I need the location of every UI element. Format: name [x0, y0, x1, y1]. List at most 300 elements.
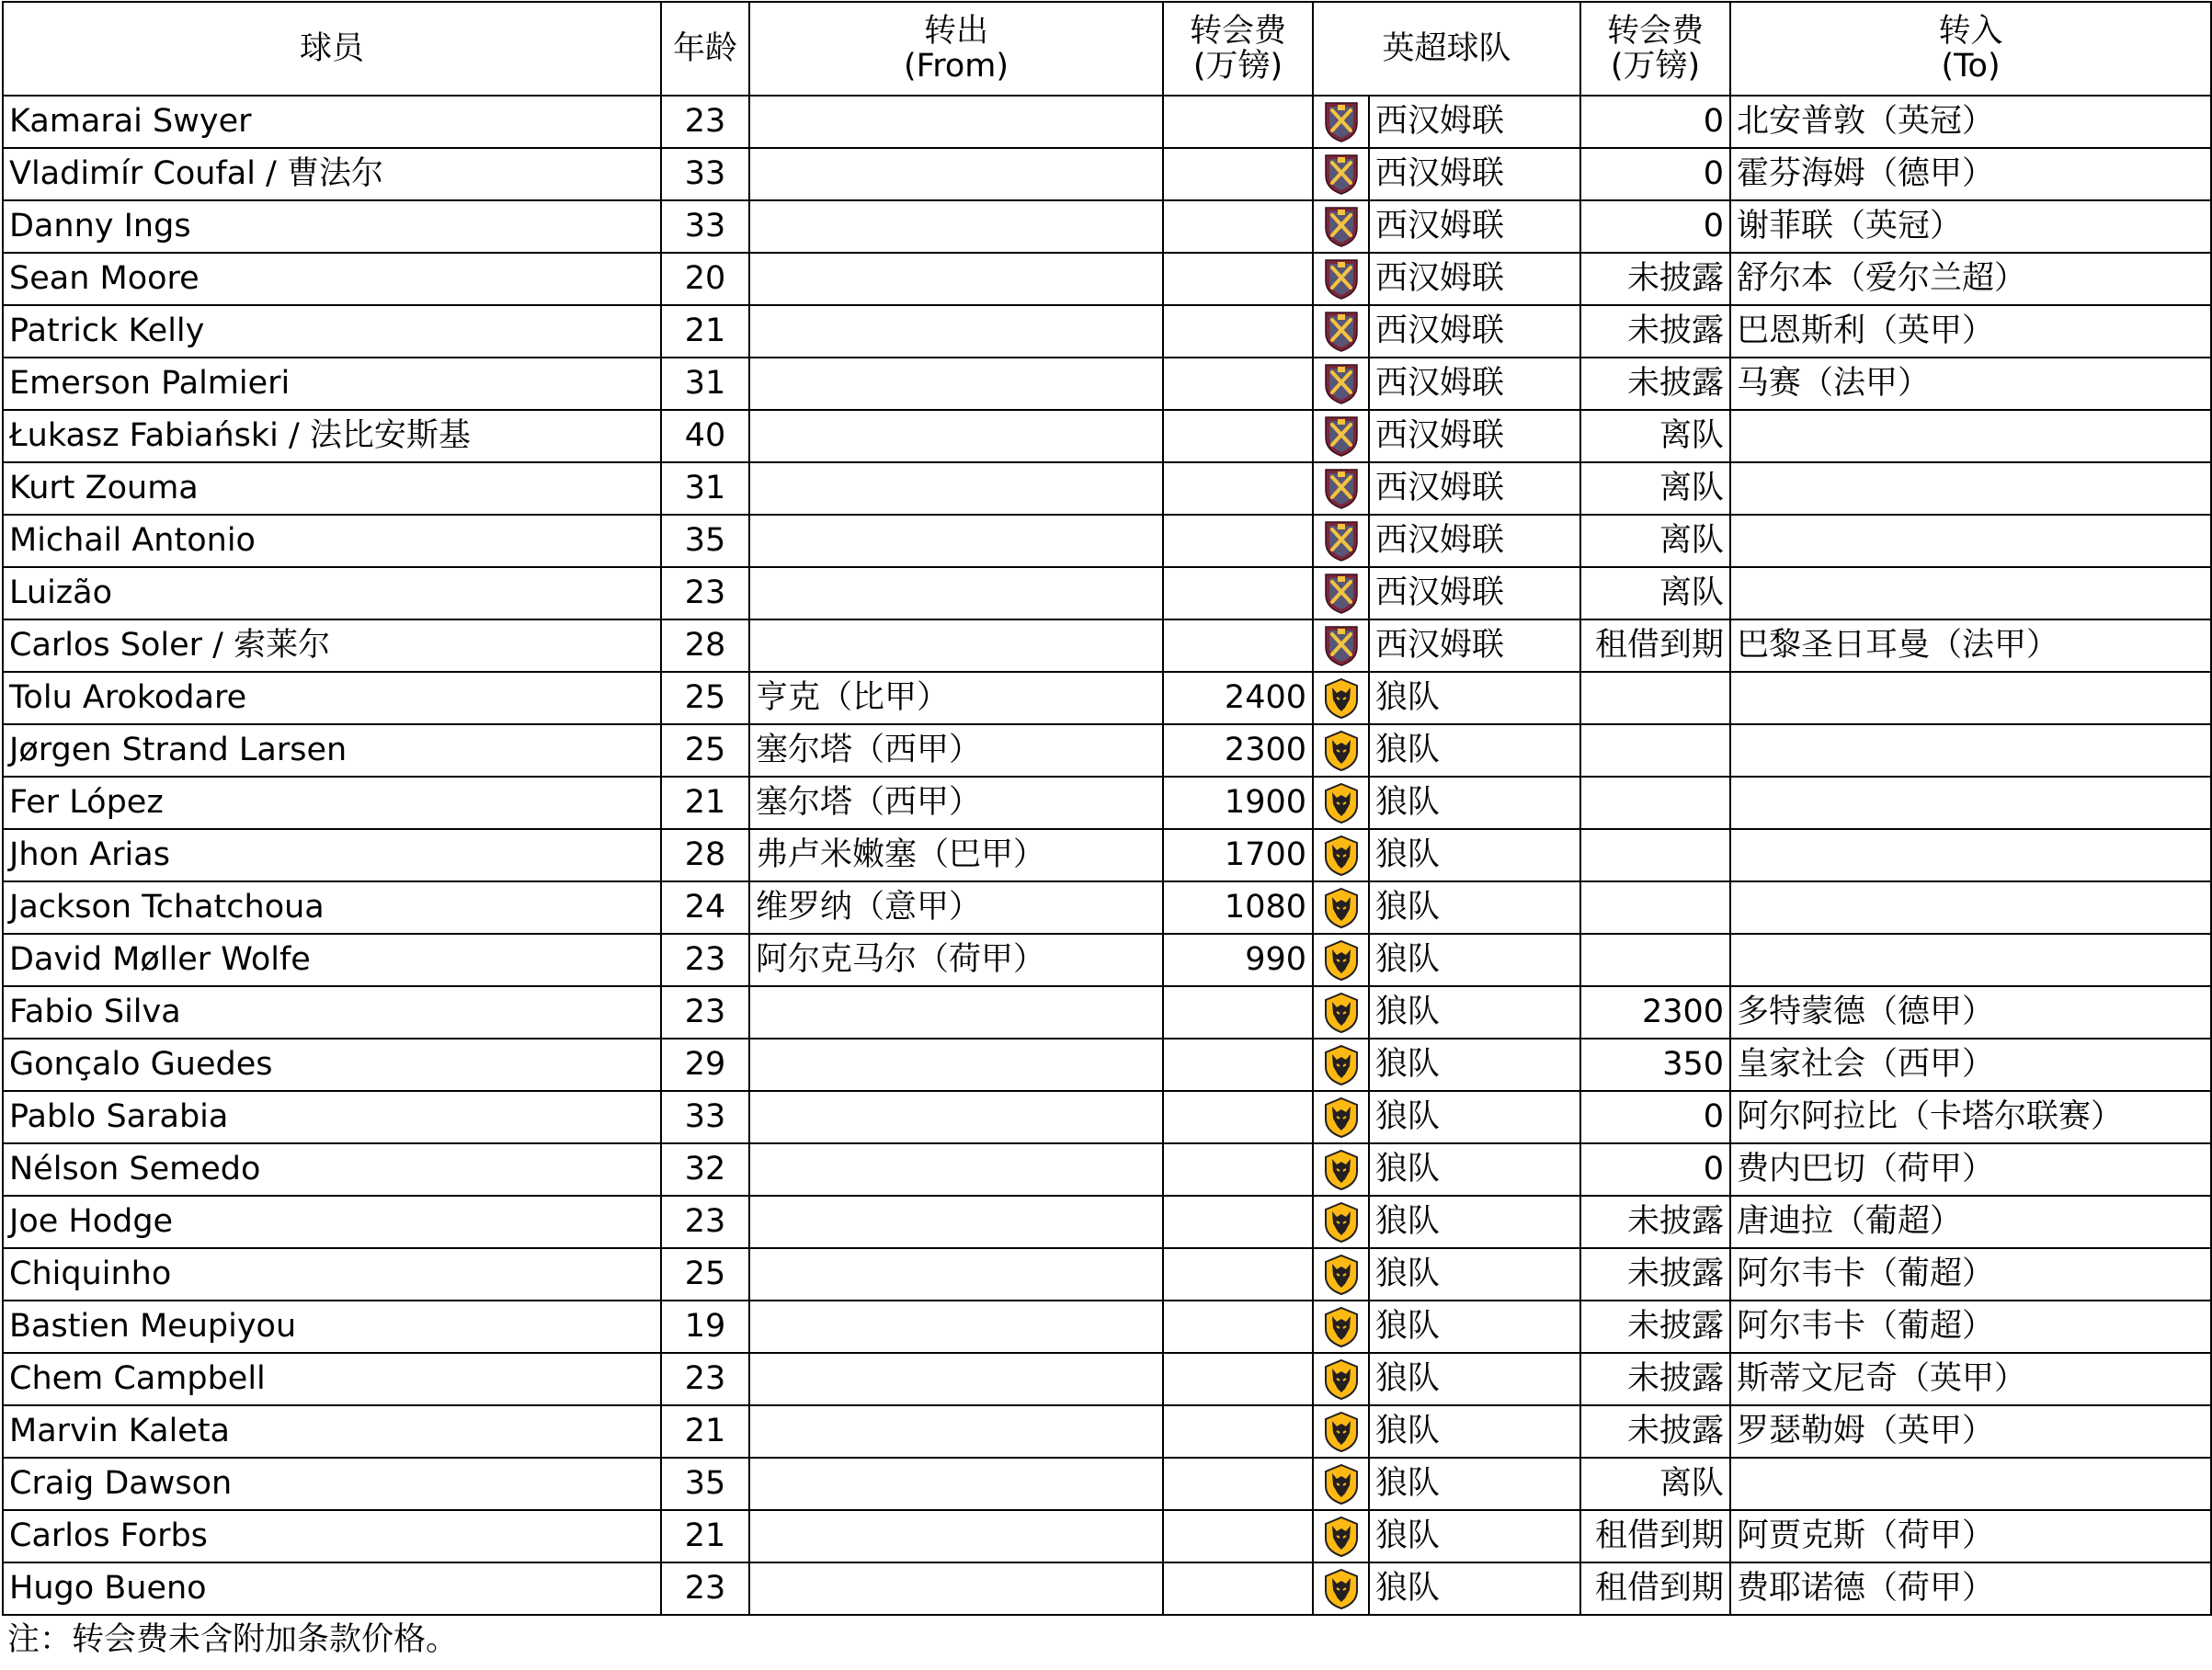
player-cell[interactable]: Tolu Arokodare — [3, 672, 661, 724]
westham-crest-icon — [1323, 153, 1360, 196]
club-badge-cell[interactable] — [1313, 1196, 1369, 1248]
club-cell[interactable]: 狼队 — [1369, 777, 1580, 829]
age-cell[interactable]: 21 — [661, 1405, 749, 1458]
westham-crest-icon — [1323, 206, 1360, 248]
fee-out-cell[interactable]: 离队 — [1580, 515, 1730, 567]
player-cell[interactable]: Vladimír Coufal / 曹法尔 — [3, 148, 661, 200]
club-badge-cell[interactable] — [1313, 1405, 1369, 1458]
age-cell[interactable]: 28 — [661, 619, 749, 672]
fee-in-cell[interactable] — [1163, 1510, 1313, 1562]
age-cell[interactable]: 20 — [661, 253, 749, 305]
to-club-cell[interactable]: 阿尔韦卡（葡超） — [1730, 1248, 2211, 1301]
fee-in-cell[interactable] — [1163, 96, 1313, 148]
club-cell[interactable]: 狼队 — [1369, 724, 1580, 777]
to-club-cell[interactable] — [1730, 881, 2211, 934]
fee-out-cell[interactable]: 离队 — [1580, 462, 1730, 515]
to-club-cell[interactable] — [1730, 462, 2211, 515]
table-row[interactable] — [3, 1301, 2211, 1353]
wolves-crest-icon — [1323, 992, 1360, 1034]
club-cell[interactable]: 西汉姆联 — [1369, 410, 1580, 462]
club-cell[interactable]: 西汉姆联 — [1369, 567, 1580, 619]
club-badge-cell[interactable] — [1313, 567, 1369, 619]
fee-out-cell[interactable]: 未披露 — [1580, 1405, 1730, 1458]
from-club-cell[interactable] — [749, 1039, 1163, 1091]
from-club-cell[interactable] — [749, 253, 1163, 305]
fee-out-cell[interactable]: 0 — [1580, 200, 1730, 253]
header-fee-out[interactable]: 转会费 (万镑) — [1580, 2, 1730, 96]
to-club-cell[interactable]: 费耶诺德（荷甲） — [1730, 1562, 2211, 1615]
player-cell[interactable]: Hugo Bueno — [3, 1562, 661, 1615]
club-cell[interactable]: 狼队 — [1369, 881, 1580, 934]
player-cell[interactable]: Chem Campbell — [3, 1353, 661, 1405]
player-cell[interactable]: Carlos Soler / 索莱尔 — [3, 619, 661, 672]
to-club-cell[interactable]: 费内巴切（荷甲） — [1730, 1143, 2211, 1196]
age-cell[interactable]: 21 — [661, 1510, 749, 1562]
from-club-cell[interactable] — [749, 1458, 1163, 1510]
to-club-cell[interactable] — [1730, 777, 2211, 829]
header-from[interactable]: 转出 (From) — [749, 2, 1163, 96]
club-badge-cell[interactable] — [1313, 829, 1369, 881]
fee-in-cell[interactable] — [1163, 1196, 1313, 1248]
player-cell[interactable]: Łukasz Fabiański / 法比安斯基 — [3, 410, 661, 462]
club-badge-cell[interactable] — [1313, 881, 1369, 934]
table-row[interactable] — [3, 1458, 2211, 1510]
to-club-cell[interactable] — [1730, 515, 2211, 567]
fee-out-cell[interactable]: 0 — [1580, 1091, 1730, 1143]
from-club-cell[interactable] — [749, 358, 1163, 410]
fee-in-cell[interactable] — [1163, 1353, 1313, 1405]
westham-crest-icon — [1323, 468, 1360, 510]
fee-out-cell[interactable]: 租借到期 — [1580, 1562, 1730, 1615]
fee-in-cell[interactable] — [1163, 1301, 1313, 1353]
fee-in-cell[interactable]: 1900 — [1163, 777, 1313, 829]
fee-out-cell[interactable]: 0 — [1580, 1143, 1730, 1196]
wolves-crest-icon — [1323, 1254, 1360, 1296]
club-badge-cell[interactable] — [1313, 1353, 1369, 1405]
club-badge-cell[interactable] — [1313, 358, 1369, 410]
header-fee-in[interactable]: 转会费 (万镑) — [1163, 2, 1313, 96]
wolves-crest-icon — [1323, 1411, 1360, 1453]
fee-out-cell[interactable]: 离队 — [1580, 567, 1730, 619]
player-cell[interactable]: Danny Ings — [3, 200, 661, 253]
fee-out-cell[interactable] — [1580, 777, 1730, 829]
club-badge-cell[interactable] — [1313, 1458, 1369, 1510]
fee-in-cell[interactable] — [1163, 305, 1313, 358]
table-row[interactable] — [3, 515, 2211, 567]
from-club-cell[interactable] — [749, 462, 1163, 515]
player-cell[interactable]: Chiquinho — [3, 1248, 661, 1301]
fee-out-cell[interactable]: 0 — [1580, 148, 1730, 200]
table-row[interactable] — [3, 567, 2211, 619]
player-cell[interactable]: Nélson Semedo — [3, 1143, 661, 1196]
table-row[interactable] — [3, 410, 2211, 462]
fee-in-cell[interactable] — [1163, 462, 1313, 515]
club-badge-cell[interactable] — [1313, 1039, 1369, 1091]
from-club-cell[interactable] — [749, 986, 1163, 1039]
from-club-cell[interactable]: 弗卢米嫩塞（巴甲） — [749, 829, 1163, 881]
player-cell[interactable]: Jørgen Strand Larsen — [3, 724, 661, 777]
from-club-cell[interactable]: 阿尔克马尔（荷甲） — [749, 934, 1163, 986]
to-club-cell[interactable] — [1730, 410, 2211, 462]
club-badge-cell[interactable] — [1313, 934, 1369, 986]
from-club-cell[interactable] — [749, 1405, 1163, 1458]
club-cell[interactable]: 狼队 — [1369, 1562, 1580, 1615]
club-cell[interactable]: 西汉姆联 — [1369, 253, 1580, 305]
club-cell[interactable]: 西汉姆联 — [1369, 96, 1580, 148]
player-cell[interactable]: Craig Dawson — [3, 1458, 661, 1510]
table-row[interactable] — [3, 777, 2211, 829]
table-row[interactable] — [3, 462, 2211, 515]
club-badge-cell[interactable] — [1313, 619, 1369, 672]
from-club-cell[interactable] — [749, 1510, 1163, 1562]
age-cell[interactable]: 33 — [661, 148, 749, 200]
age-cell[interactable]: 31 — [661, 462, 749, 515]
fee-out-cell[interactable] — [1580, 934, 1730, 986]
table-row[interactable] — [3, 1039, 2211, 1091]
club-badge-cell[interactable] — [1313, 1248, 1369, 1301]
club-badge-cell[interactable] — [1313, 515, 1369, 567]
to-club-cell[interactable]: 唐迪拉（葡超） — [1730, 1196, 2211, 1248]
club-cell[interactable]: 狼队 — [1369, 986, 1580, 1039]
table-row[interactable] — [3, 305, 2211, 358]
from-club-cell[interactable] — [749, 96, 1163, 148]
player-cell[interactable]: Gonçalo Guedes — [3, 1039, 661, 1091]
fee-in-cell[interactable]: 1080 — [1163, 881, 1313, 934]
club-cell[interactable]: 狼队 — [1369, 1405, 1580, 1458]
table-row[interactable] — [3, 1091, 2211, 1143]
from-club-cell[interactable] — [749, 200, 1163, 253]
wolves-crest-icon — [1323, 677, 1360, 720]
table-row[interactable] — [3, 619, 2211, 672]
table-row[interactable] — [3, 1196, 2211, 1248]
club-cell[interactable]: 狼队 — [1369, 1301, 1580, 1353]
fee-in-cell[interactable] — [1163, 515, 1313, 567]
club-cell[interactable]: 狼队 — [1369, 672, 1580, 724]
from-club-cell[interactable] — [749, 1301, 1163, 1353]
club-badge-cell[interactable] — [1313, 253, 1369, 305]
wolves-crest-icon — [1323, 1306, 1360, 1348]
club-badge-cell[interactable] — [1313, 1301, 1369, 1353]
westham-crest-icon — [1323, 101, 1360, 143]
header-player[interactable]: 球员 — [3, 2, 661, 96]
fee-in-cell[interactable] — [1163, 1562, 1313, 1615]
fee-in-cell[interactable] — [1163, 410, 1313, 462]
club-badge-cell[interactable] — [1313, 672, 1369, 724]
from-club-cell[interactable] — [749, 1196, 1163, 1248]
from-club-cell[interactable] — [749, 1143, 1163, 1196]
player-cell[interactable]: Sean Moore — [3, 253, 661, 305]
club-cell[interactable]: 狼队 — [1369, 1039, 1580, 1091]
player-cell[interactable]: Joe Hodge — [3, 1196, 661, 1248]
player-cell[interactable]: Fer López — [3, 777, 661, 829]
table-row[interactable] — [3, 1562, 2211, 1615]
age-cell[interactable]: 35 — [661, 515, 749, 567]
from-club-cell[interactable] — [749, 1353, 1163, 1405]
club-cell[interactable]: 西汉姆联 — [1369, 148, 1580, 200]
header-to[interactable]: 转入 (To) — [1730, 2, 2211, 96]
age-cell[interactable]: 21 — [661, 777, 749, 829]
age-cell[interactable]: 28 — [661, 829, 749, 881]
table-row[interactable] — [3, 829, 2211, 881]
to-club-cell[interactable] — [1730, 934, 2211, 986]
player-cell[interactable]: David Møller Wolfe — [3, 934, 661, 986]
table-row[interactable] — [3, 1510, 2211, 1562]
player-cell[interactable]: Patrick Kelly — [3, 305, 661, 358]
club-cell[interactable]: 狼队 — [1369, 1458, 1580, 1510]
fee-in-cell[interactable] — [1163, 148, 1313, 200]
from-club-cell[interactable] — [749, 148, 1163, 200]
player-cell[interactable]: Fabio Silva — [3, 986, 661, 1039]
to-club-cell[interactable] — [1730, 1458, 2211, 1510]
club-badge-cell[interactable] — [1313, 462, 1369, 515]
fee-in-cell[interactable]: 2400 — [1163, 672, 1313, 724]
table-row[interactable] — [3, 358, 2211, 410]
to-club-cell[interactable]: 巴恩斯利（英甲） — [1730, 305, 2211, 358]
to-club-cell[interactable]: 巴黎圣日耳曼（法甲） — [1730, 619, 2211, 672]
wolves-crest-icon — [1323, 1358, 1360, 1401]
club-badge-cell[interactable] — [1313, 986, 1369, 1039]
fee-in-cell[interactable] — [1163, 1248, 1313, 1301]
age-cell[interactable]: 21 — [661, 305, 749, 358]
club-cell[interactable]: 狼队 — [1369, 1091, 1580, 1143]
fee-in-cell[interactable] — [1163, 1091, 1313, 1143]
fee-out-cell[interactable]: 未披露 — [1580, 1196, 1730, 1248]
from-club-cell[interactable] — [749, 305, 1163, 358]
club-badge-cell[interactable] — [1313, 96, 1369, 148]
to-club-cell[interactable]: 阿尔韦卡（葡超） — [1730, 1301, 2211, 1353]
header-age[interactable]: 年龄 — [661, 2, 749, 96]
fee-out-cell[interactable]: 租借到期 — [1580, 619, 1730, 672]
fee-in-cell[interactable]: 2300 — [1163, 724, 1313, 777]
from-club-cell[interactable] — [749, 1091, 1163, 1143]
wolves-crest-icon — [1323, 1149, 1360, 1191]
age-cell[interactable]: 40 — [661, 410, 749, 462]
westham-crest-icon — [1323, 311, 1360, 353]
player-cell[interactable]: Carlos Forbs — [3, 1510, 661, 1562]
from-club-cell[interactable] — [749, 619, 1163, 672]
club-cell[interactable]: 西汉姆联 — [1369, 358, 1580, 410]
from-club-cell[interactable]: 塞尔塔（西甲） — [749, 724, 1163, 777]
fee-in-cell[interactable] — [1163, 253, 1313, 305]
player-cell[interactable]: Pablo Sarabia — [3, 1091, 661, 1143]
fee-out-cell[interactable]: 未披露 — [1580, 1248, 1730, 1301]
club-cell[interactable]: 西汉姆联 — [1369, 515, 1580, 567]
fee-in-cell[interactable] — [1163, 200, 1313, 253]
wolves-crest-icon — [1323, 782, 1360, 824]
wolves-crest-icon — [1323, 730, 1360, 772]
fee-in-cell[interactable] — [1163, 1405, 1313, 1458]
age-cell[interactable]: 33 — [661, 200, 749, 253]
club-badge-cell[interactable] — [1313, 305, 1369, 358]
to-club-cell[interactable] — [1730, 724, 2211, 777]
transfer-table — [2, 1, 2212, 1616]
to-club-cell[interactable]: 罗瑟勒姆（英甲） — [1730, 1405, 2211, 1458]
from-club-cell[interactable]: 塞尔塔（西甲） — [749, 777, 1163, 829]
to-club-cell[interactable]: 斯蒂文尼奇（英甲） — [1730, 1353, 2211, 1405]
fee-out-cell[interactable]: 2300 — [1580, 986, 1730, 1039]
wolves-crest-icon — [1323, 1201, 1360, 1244]
fee-in-cell[interactable] — [1163, 567, 1313, 619]
fee-out-cell[interactable] — [1580, 881, 1730, 934]
from-club-cell[interactable] — [749, 515, 1163, 567]
from-club-cell[interactable]: 维罗纳（意甲） — [749, 881, 1163, 934]
age-cell[interactable]: 23 — [661, 567, 749, 619]
player-cell[interactable]: Emerson Palmieri — [3, 358, 661, 410]
fee-out-cell[interactable] — [1580, 672, 1730, 724]
club-badge-cell[interactable] — [1313, 200, 1369, 253]
age-cell[interactable]: 31 — [661, 358, 749, 410]
club-badge-cell[interactable] — [1313, 1510, 1369, 1562]
age-cell[interactable]: 25 — [661, 672, 749, 724]
age-cell[interactable]: 25 — [661, 1248, 749, 1301]
fee-out-cell[interactable]: 350 — [1580, 1039, 1730, 1091]
club-badge-cell[interactable] — [1313, 1143, 1369, 1196]
player-cell[interactable]: Jackson Tchatchoua — [3, 881, 661, 934]
header-row — [3, 2, 2211, 96]
to-club-cell[interactable]: 马赛（法甲） — [1730, 358, 2211, 410]
to-club-cell[interactable]: 多特蒙德（德甲） — [1730, 986, 2211, 1039]
to-club-cell[interactable]: 舒尔本（爱尔兰超） — [1730, 253, 2211, 305]
club-badge-cell[interactable] — [1313, 724, 1369, 777]
club-cell[interactable]: 狼队 — [1369, 829, 1580, 881]
to-club-cell[interactable] — [1730, 567, 2211, 619]
from-club-cell[interactable] — [749, 567, 1163, 619]
to-club-cell[interactable] — [1730, 829, 2211, 881]
fee-out-cell[interactable]: 未披露 — [1580, 358, 1730, 410]
from-club-cell[interactable] — [749, 1562, 1163, 1615]
footnote: 注：转会费未含附加条款价格。 — [7, 1621, 459, 1658]
fee-in-cell[interactable] — [1163, 986, 1313, 1039]
table-row[interactable] — [3, 881, 2211, 934]
wolves-crest-icon — [1323, 1516, 1360, 1558]
fee-out-cell[interactable]: 0 — [1580, 96, 1730, 148]
fee-out-cell[interactable]: 未披露 — [1580, 305, 1730, 358]
table-body — [3, 96, 2211, 1615]
age-cell[interactable]: 35 — [661, 1458, 749, 1510]
age-cell[interactable]: 24 — [661, 881, 749, 934]
fee-in-cell[interactable] — [1163, 619, 1313, 672]
table-row[interactable] — [3, 1248, 2211, 1301]
player-cell[interactable]: Kurt Zouma — [3, 462, 661, 515]
club-cell[interactable]: 狼队 — [1369, 1196, 1580, 1248]
fee-out-cell[interactable]: 未披露 — [1580, 253, 1730, 305]
table-row[interactable] — [3, 148, 2211, 200]
from-club-cell[interactable]: 亨克（比甲） — [749, 672, 1163, 724]
player-cell[interactable]: Kamarai Swyer — [3, 96, 661, 148]
age-cell[interactable]: 23 — [661, 96, 749, 148]
to-club-cell[interactable]: 北安普敦（英冠） — [1730, 96, 2211, 148]
club-cell[interactable]: 西汉姆联 — [1369, 619, 1580, 672]
club-cell[interactable]: 狼队 — [1369, 1353, 1580, 1405]
fee-in-cell[interactable] — [1163, 1458, 1313, 1510]
wolves-crest-icon — [1323, 835, 1360, 877]
player-cell[interactable]: Luizão — [3, 567, 661, 619]
table-row[interactable] — [3, 986, 2211, 1039]
to-club-cell[interactable]: 谢菲联（英冠） — [1730, 200, 2211, 253]
fee-out-cell[interactable]: 离队 — [1580, 1458, 1730, 1510]
age-cell[interactable]: 23 — [661, 1196, 749, 1248]
player-cell[interactable]: Michail Antonio — [3, 515, 661, 567]
table-row[interactable] — [3, 672, 2211, 724]
age-cell[interactable]: 29 — [661, 1039, 749, 1091]
to-club-cell[interactable] — [1730, 672, 2211, 724]
header-club[interactable]: 英超球队 — [1313, 2, 1580, 96]
table-row[interactable] — [3, 253, 2211, 305]
club-badge-cell[interactable] — [1313, 777, 1369, 829]
age-cell[interactable]: 23 — [661, 1562, 749, 1615]
club-cell[interactable]: 狼队 — [1369, 1510, 1580, 1562]
westham-crest-icon — [1323, 573, 1360, 615]
fee-in-cell[interactable] — [1163, 1143, 1313, 1196]
westham-crest-icon — [1323, 363, 1360, 405]
wolves-crest-icon — [1323, 1463, 1360, 1505]
fee-out-cell[interactable]: 租借到期 — [1580, 1510, 1730, 1562]
fee-out-cell[interactable] — [1580, 724, 1730, 777]
from-club-cell[interactable] — [749, 410, 1163, 462]
fee-in-cell[interactable] — [1163, 358, 1313, 410]
fee-in-cell[interactable]: 990 — [1163, 934, 1313, 986]
player-cell[interactable]: Marvin Kaleta — [3, 1405, 661, 1458]
westham-crest-icon — [1323, 520, 1360, 562]
age-cell[interactable]: 19 — [661, 1301, 749, 1353]
wolves-crest-icon — [1323, 1096, 1360, 1139]
table-row[interactable] — [3, 724, 2211, 777]
club-cell[interactable]: 西汉姆联 — [1369, 200, 1580, 253]
table-row[interactable] — [3, 200, 2211, 253]
fee-out-cell[interactable]: 离队 — [1580, 410, 1730, 462]
club-cell[interactable]: 西汉姆联 — [1369, 462, 1580, 515]
club-cell[interactable]: 西汉姆联 — [1369, 305, 1580, 358]
club-badge-cell[interactable] — [1313, 148, 1369, 200]
club-badge-cell[interactable] — [1313, 1091, 1369, 1143]
club-badge-cell[interactable] — [1313, 410, 1369, 462]
table-row[interactable] — [3, 1143, 2211, 1196]
club-cell[interactable]: 狼队 — [1369, 934, 1580, 986]
age-cell[interactable]: 25 — [661, 724, 749, 777]
table-row[interactable] — [3, 934, 2211, 986]
fee-out-cell[interactable]: 未披露 — [1580, 1353, 1730, 1405]
wolves-crest-icon — [1323, 1568, 1360, 1610]
age-cell[interactable]: 23 — [661, 986, 749, 1039]
wolves-crest-icon — [1323, 1044, 1360, 1086]
club-cell[interactable]: 狼队 — [1369, 1143, 1580, 1196]
club-badge-cell[interactable] — [1313, 1562, 1369, 1615]
fee-out-cell[interactable] — [1580, 829, 1730, 881]
club-cell[interactable]: 狼队 — [1369, 1248, 1580, 1301]
fee-out-cell[interactable]: 未披露 — [1580, 1301, 1730, 1353]
to-club-cell[interactable]: 阿尔阿拉比（卡塔尔联赛） — [1730, 1091, 2211, 1143]
age-cell[interactable]: 32 — [661, 1143, 749, 1196]
table-row[interactable] — [3, 96, 2211, 148]
age-cell[interactable]: 23 — [661, 1353, 749, 1405]
westham-crest-icon — [1323, 415, 1360, 458]
to-club-cell[interactable]: 阿贾克斯（荷甲） — [1730, 1510, 2211, 1562]
table-row[interactable] — [3, 1405, 2211, 1458]
westham-crest-icon — [1323, 258, 1360, 301]
age-cell[interactable]: 23 — [661, 934, 749, 986]
player-cell[interactable]: Jhon Arias — [3, 829, 661, 881]
to-club-cell[interactable]: 皇家社会（西甲） — [1730, 1039, 2211, 1091]
table-row[interactable] — [3, 1353, 2211, 1405]
player-cell[interactable]: Bastien Meupiyou — [3, 1301, 661, 1353]
to-club-cell[interactable]: 霍芬海姆（德甲） — [1730, 148, 2211, 200]
westham-crest-icon — [1323, 625, 1360, 667]
age-cell[interactable]: 33 — [661, 1091, 749, 1143]
wolves-crest-icon — [1323, 887, 1360, 929]
from-club-cell[interactable] — [749, 1248, 1163, 1301]
fee-in-cell[interactable] — [1163, 1039, 1313, 1091]
fee-in-cell[interactable]: 1700 — [1163, 829, 1313, 881]
